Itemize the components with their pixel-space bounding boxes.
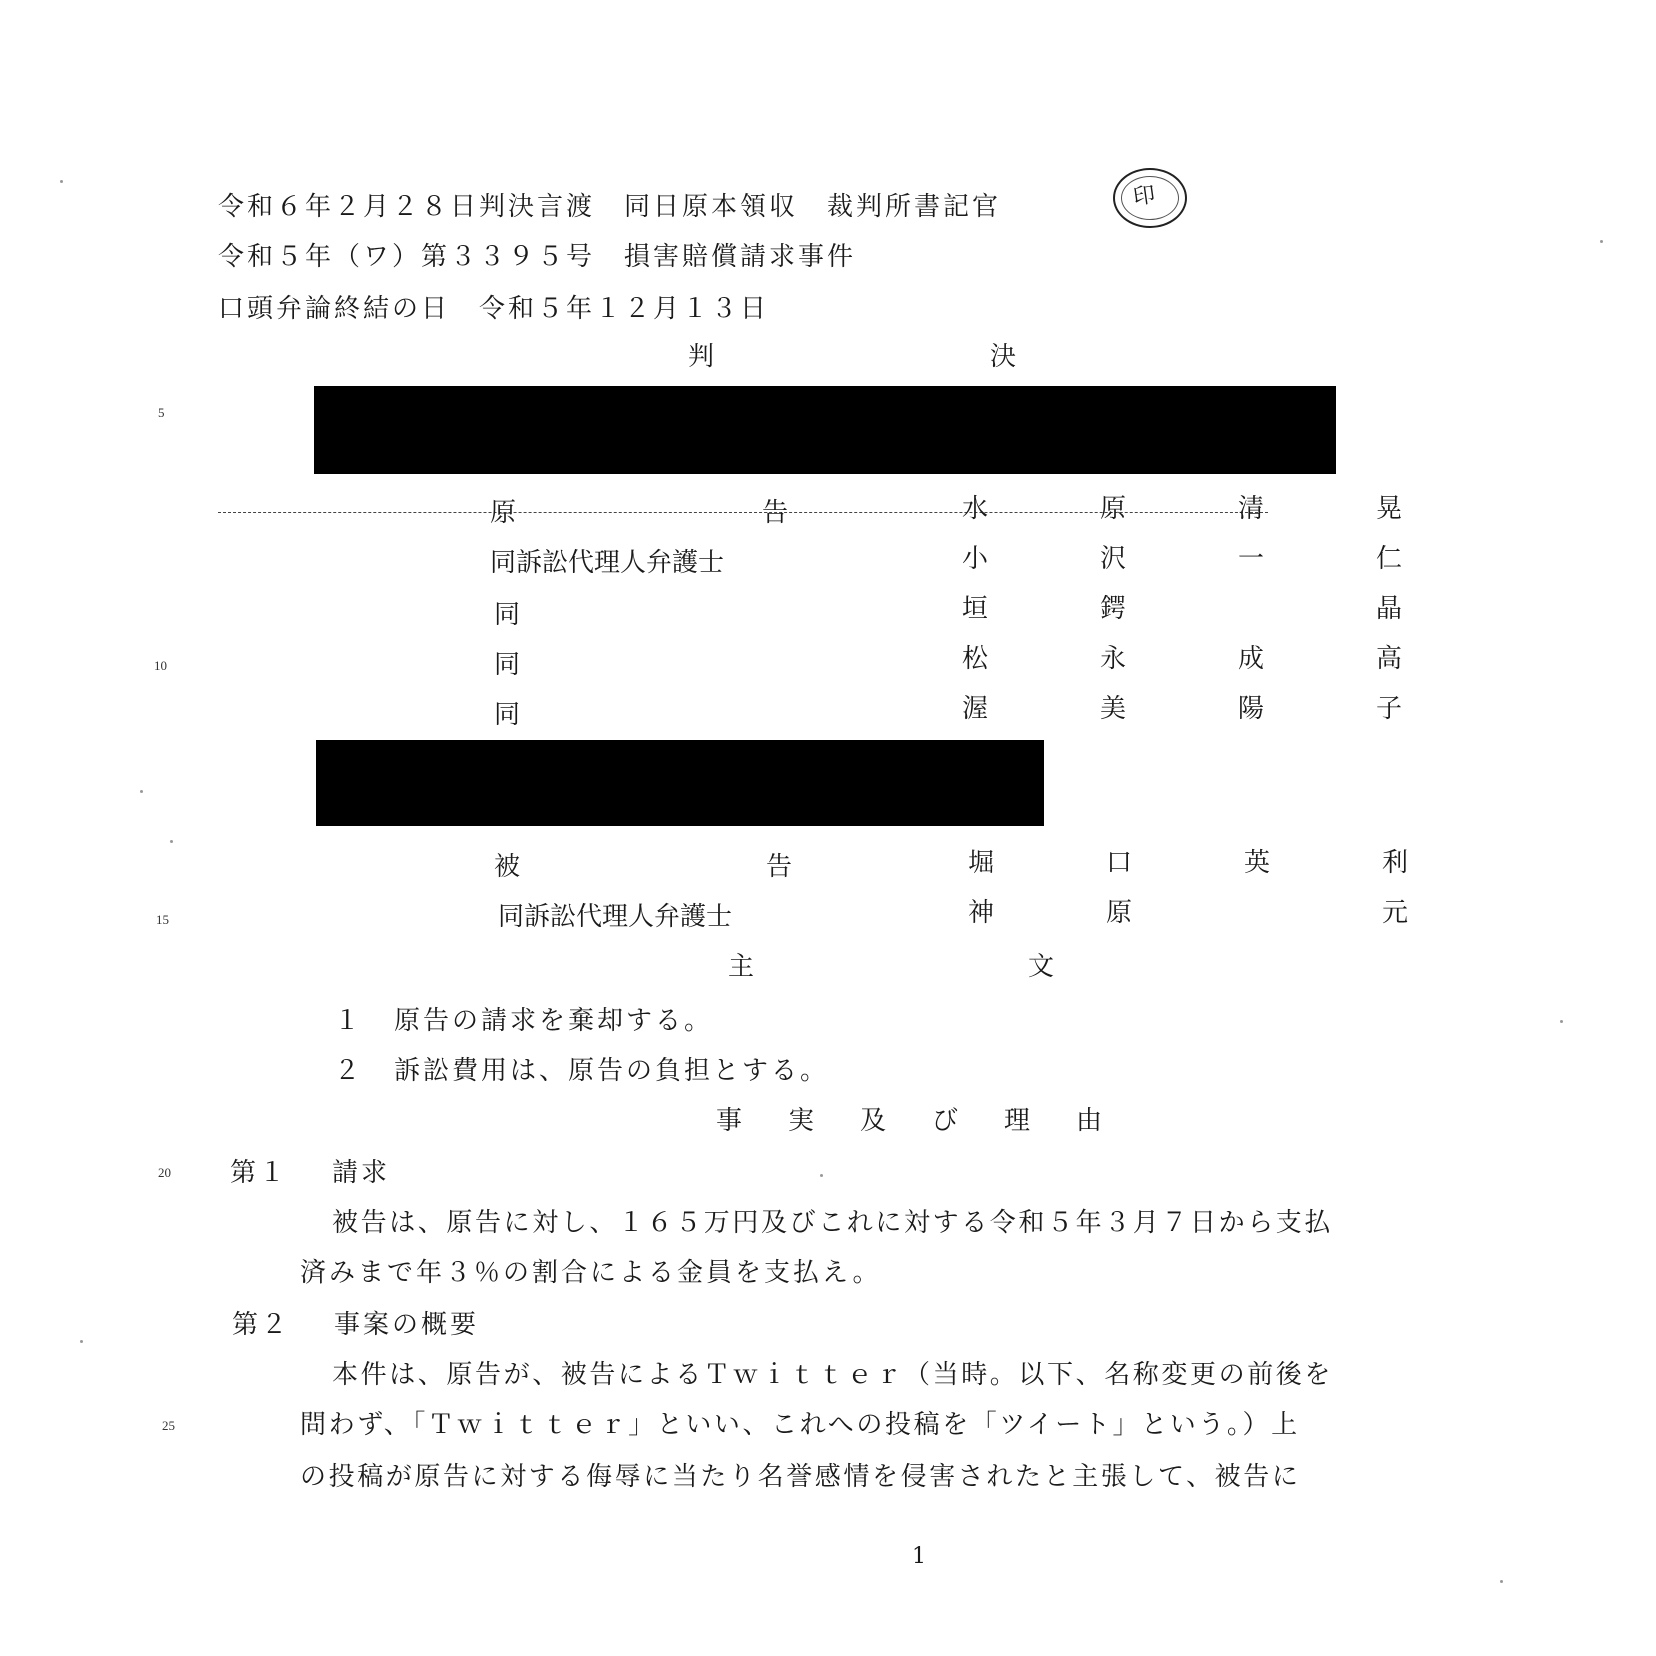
name-char: 水 xyxy=(962,494,989,524)
section-2-label: 第２ xyxy=(232,1310,291,1340)
plaintiff-label-char-1: 原 xyxy=(490,498,517,528)
defendant-label-char-2: 告 xyxy=(766,852,793,882)
counsel-name-3 xyxy=(962,638,1402,675)
name-char: 原 xyxy=(1106,898,1133,928)
main-text-heading-left: 主 xyxy=(728,952,757,982)
name-char: 高 xyxy=(1375,644,1402,674)
counsel-name-1 xyxy=(962,538,1402,575)
section-2-paragraph-line-3: の投稿が原告に対する侮辱に当たり名誉感情を侵害されたと主張して、被告に xyxy=(300,1462,1301,1492)
name-char: 小 xyxy=(962,544,989,574)
name-char: 原 xyxy=(1099,494,1126,524)
title-left: 判 xyxy=(688,342,717,372)
counsel-label-same: 同 xyxy=(494,700,521,730)
scan-noise xyxy=(60,180,63,183)
header-line-2: 令和５年（ワ）第３３９５号 損害賠償請求事件 xyxy=(218,242,857,272)
name-char: 利 xyxy=(1381,848,1408,878)
page-number: 1 xyxy=(912,1544,926,1569)
scan-noise xyxy=(170,840,173,843)
seal-glyph: 印 xyxy=(1131,182,1157,211)
defendant-counsel-name xyxy=(968,892,1408,929)
scan-noise xyxy=(1600,240,1603,243)
name-char: 美 xyxy=(1099,694,1126,724)
name-char: 仁 xyxy=(1375,544,1402,574)
scan-noise xyxy=(140,790,143,793)
name-char xyxy=(1238,588,1264,625)
defendant-name xyxy=(968,842,1408,879)
main-text-item-num-1: １ xyxy=(334,1006,364,1036)
court-clerk-seal xyxy=(1113,168,1187,228)
name-char: 松 xyxy=(962,644,989,674)
line-number-5: 5 xyxy=(158,405,165,420)
facts-and-reasons-heading: 事 実 及 び 理 由 xyxy=(716,1106,1113,1136)
redacted-defendant-address xyxy=(316,740,1044,826)
section-1-paragraph-line-1: 被告は、原告に対し、１６５万円及びこれに対する令和５年３月７日から支払 xyxy=(332,1208,1334,1238)
name-char xyxy=(1244,892,1270,929)
main-text-item-2: 訴訟費用は、原告の負担とする。 xyxy=(394,1056,830,1086)
name-char: 口 xyxy=(1105,848,1132,878)
line-number-10: 10 xyxy=(154,658,167,673)
counsel-label-same: 同 xyxy=(494,600,521,630)
line-number-25: 25 xyxy=(162,1418,175,1433)
name-char: 永 xyxy=(1099,644,1126,674)
defendant-counsel-label: 同訴訟代理人弁護士 xyxy=(498,902,733,932)
counsel-name-4 xyxy=(962,688,1402,725)
title-right: 決 xyxy=(990,342,1019,372)
plaintiff-name xyxy=(962,488,1402,525)
name-char: 鍔 xyxy=(1100,594,1127,624)
name-char: 沢 xyxy=(1099,544,1126,574)
name-char: 晶 xyxy=(1375,594,1402,624)
section-1-label: 第１ xyxy=(230,1158,289,1188)
name-char: 成 xyxy=(1237,644,1264,674)
main-text-item-num-2: ２ xyxy=(334,1056,364,1086)
defendant-label-char-1: 被 xyxy=(494,852,521,882)
name-char: 一 xyxy=(1237,544,1264,574)
name-char: 垣 xyxy=(962,594,989,624)
scan-noise xyxy=(1500,1580,1503,1583)
name-char: 陽 xyxy=(1237,694,1264,724)
section-1-paragraph-line-2: 済みまで年３％の割合による金員を支払え。 xyxy=(300,1258,882,1288)
main-text-heading-right: 文 xyxy=(1028,952,1057,982)
scan-noise xyxy=(820,1174,823,1177)
section-1-title: 請求 xyxy=(332,1158,391,1188)
name-char: 渥 xyxy=(962,694,989,724)
counsel-name-2 xyxy=(962,588,1402,625)
name-char: 清 xyxy=(1237,494,1264,524)
scan-noise xyxy=(1560,1020,1563,1023)
main-text-item-1: 原告の請求を棄却する。 xyxy=(394,1006,714,1036)
header-line-3: 口頭弁論終結の日 令和５年１２月１３日 xyxy=(218,294,770,324)
counsel-label: 同訴訟代理人弁護士 xyxy=(490,548,725,578)
line-number-15: 15 xyxy=(156,912,169,927)
name-char: 子 xyxy=(1375,694,1402,724)
plaintiff-label-char-2: 告 xyxy=(762,498,789,528)
name-char: 堀 xyxy=(968,848,995,878)
header-line-1: 令和６年２月２８日判決言渡 同日原本領収 裁判所書記官 xyxy=(218,192,1002,222)
section-2-paragraph-line-2: 問わず、「Ｔｗｉｔｔｅｒ」といい、これへの投稿を「ツイート」という。）上 xyxy=(300,1410,1300,1440)
name-char: 晃 xyxy=(1375,494,1402,524)
section-2-title: 事案の概要 xyxy=(334,1310,480,1340)
line-number-20: 20 xyxy=(158,1165,171,1180)
counsel-label-same: 同 xyxy=(494,650,521,680)
name-char: 英 xyxy=(1243,848,1270,878)
name-char: 神 xyxy=(968,898,995,928)
scan-noise xyxy=(80,1340,83,1343)
name-char: 元 xyxy=(1381,898,1408,928)
redacted-plaintiff-address xyxy=(314,386,1336,474)
section-2-paragraph-line-1: 本件は、原告が、被告によるＴｗｉｔｔｅｒ（当時。以下、名称変更の前後を xyxy=(332,1360,1334,1390)
